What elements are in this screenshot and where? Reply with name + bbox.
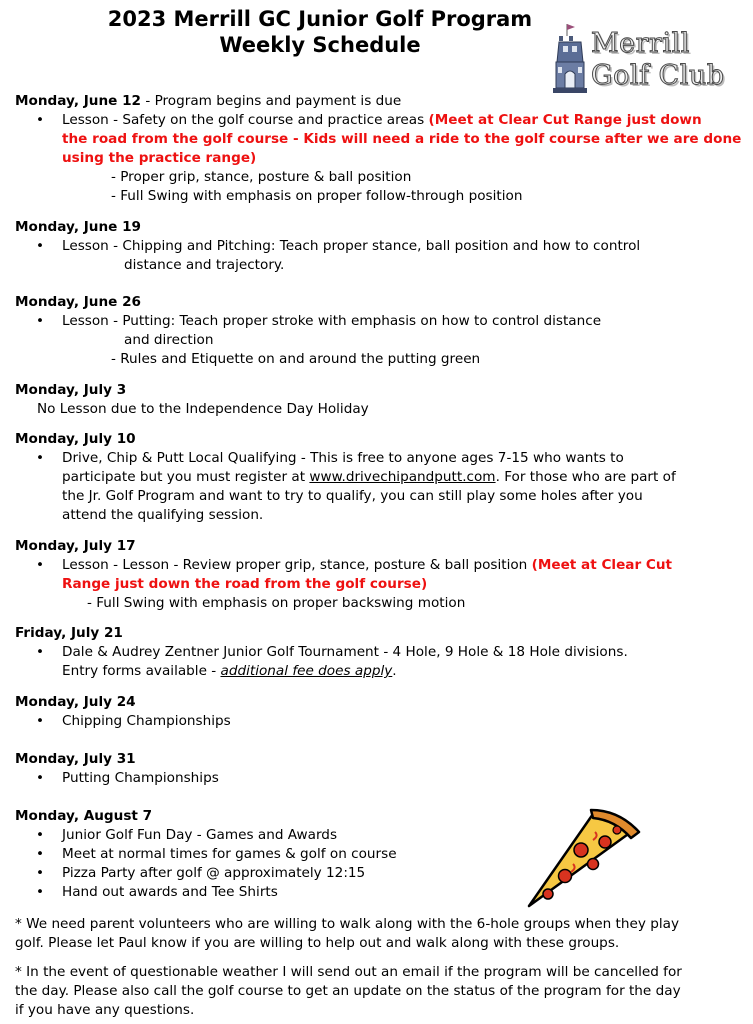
- title-line-2: Weekly Schedule: [219, 33, 421, 57]
- bullet-icon: •: [36, 770, 45, 786]
- bullet-icon: •: [36, 450, 45, 466]
- sub-item: - Full Swing with emphasis on proper follow-through position: [111, 188, 523, 204]
- section-heading: Monday, August 7: [15, 808, 153, 824]
- section-july-31: [15, 750, 743, 788]
- note-weather: * In the event of questionable weather I will send out an email if the program will be cancelled for the day. Please also call the golf course to get an update on the status of the program for the day if you have any questions.: [15, 964, 682, 1018]
- golf-club-crest-icon: [553, 22, 587, 96]
- section-heading: Monday, July 3: [15, 382, 127, 398]
- bullet-icon: •: [36, 112, 45, 128]
- text-line: No Lesson due to the Independence Day Holiday: [37, 401, 369, 417]
- list-item: • Dale & Audrey Zentner Junior Golf Tournament - 4 Hole, 9 Hole & 18 Hole divisions. Entry forms available - additional fee does apply.: [36, 644, 628, 679]
- section-heading: Monday, June 26: [15, 294, 142, 310]
- section-heading: Monday, July 17: [15, 538, 136, 554]
- list-item: • Lesson - Lesson - Review proper grip, stance, posture & ball position (Meet at Clear Cut Range just down the road from the golf course): [36, 557, 673, 592]
- merrill-golf-club-logo: [553, 22, 728, 102]
- pizza-slice-icon: [523, 802, 643, 912]
- section-june-19: [15, 218, 743, 275]
- list-item: • Chipping Championships: [36, 713, 231, 729]
- section-heading: Monday, July 24: [15, 694, 136, 710]
- title-line-1: 2023 Merrill GC Junior Golf Program: [107, 7, 533, 31]
- section-july-21: [15, 624, 743, 681]
- sub-item: - Full Swing with emphasis on proper backswing motion: [87, 595, 466, 611]
- sub-item: - Proper grip, stance, posture & ball position: [111, 169, 412, 185]
- section-july-3: [15, 381, 743, 419]
- section-heading: Monday, July 10: [15, 431, 136, 447]
- sub-item: - Rules and Etiquette on and around the putting green: [111, 351, 481, 367]
- bullet-icon: •: [36, 865, 45, 881]
- section-july-24: [15, 693, 743, 731]
- bullet-icon: •: [36, 846, 45, 862]
- list-item: • Lesson - Chipping and Pitching: Teach proper stance, ball position and how to control distance and trajectory.: [36, 238, 641, 273]
- bullet-icon: •: [36, 238, 45, 254]
- section-july-17: [15, 537, 743, 613]
- logo-text-merrill: Merrill: [591, 28, 690, 59]
- list-item: • Meet at normal times for games & golf on course: [36, 846, 397, 862]
- bullet-icon: •: [36, 827, 45, 843]
- section-heading: Monday, July 31: [15, 751, 136, 767]
- list-item: • Pizza Party after golf @ approximately 12:15: [36, 865, 366, 881]
- note-volunteers: * We need parent volunteers who are willing to walk along with the 6-hole groups when they play golf. Please let Paul know if you are willing to help out and walk along with these groups.: [15, 916, 679, 951]
- list-item: • Junior Golf Fun Day - Games and Awards: [36, 827, 338, 843]
- section-june-26: [15, 293, 743, 369]
- list-item: • Hand out awards and Tee Shirts: [36, 884, 278, 900]
- list-item: • Drive, Chip & Putt Local Qualifying - This is free to anyone ages 7-15 who wants to participate but you must register at www.drivechipandputt.com. For those who are part of the Jr. Golf Program and want to try to qualify, you can still play some holes after you attend the qualifying session.: [36, 450, 676, 523]
- bullet-icon: •: [36, 884, 45, 900]
- bullet-icon: •: [36, 313, 45, 329]
- section-heading: Monday, June 12 - Program begins and payment is due: [15, 93, 402, 109]
- page-title: [60, 6, 580, 58]
- section-heading: Monday, June 19: [15, 219, 142, 235]
- bullet-icon: •: [36, 644, 45, 660]
- list-item: • Lesson - Putting: Teach proper stroke with emphasis on how to control distance and direction: [36, 313, 602, 348]
- list-item: • Putting Championships: [36, 770, 219, 786]
- drivechipandputt-link[interactable]: www.drivechipandputt.com: [309, 469, 496, 485]
- bullet-icon: •: [36, 557, 45, 573]
- list-item: • Lesson - Safety on the golf course and practice areas (Meet at Clear Cut Range just down the road from the golf course - Kids will need a ride to the golf course after we are done using the practice range): [36, 112, 742, 166]
- section-june-12: [15, 92, 743, 206]
- section-july-10: [15, 430, 743, 525]
- bullet-icon: •: [36, 713, 45, 729]
- section-heading: Friday, July 21: [15, 625, 123, 641]
- logo-text-golf-club: Golf Club: [591, 60, 725, 91]
